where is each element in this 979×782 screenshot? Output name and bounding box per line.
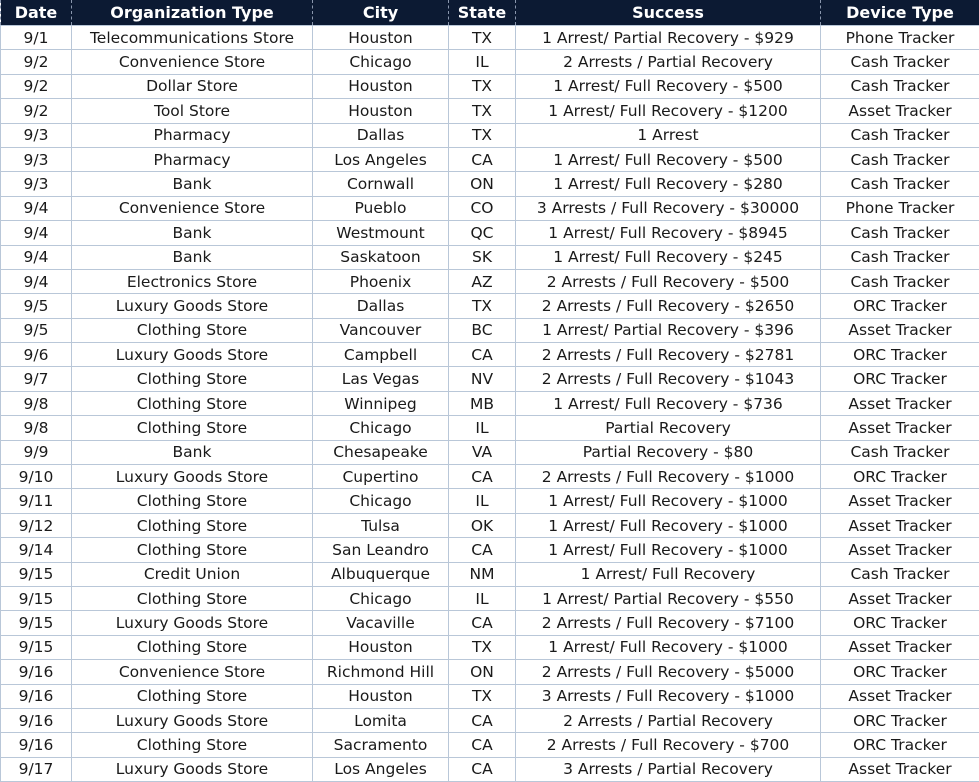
- state-cell: TX: [449, 294, 516, 318]
- state-cell: IL: [449, 50, 516, 74]
- city-cell: Chicago: [313, 416, 449, 440]
- organization-type-cell: Convenience Store: [72, 196, 313, 220]
- date-cell: 9/17: [1, 757, 72, 781]
- success-cell: 1 Arrest/ Full Recovery - $1000: [516, 489, 821, 513]
- organization-type-cell: Clothing Store: [72, 586, 313, 610]
- state-cell: OK: [449, 513, 516, 537]
- date-cell: 9/6: [1, 343, 72, 367]
- device-type-cell: Asset Tracker: [821, 513, 979, 537]
- table-row: [1, 586, 979, 610]
- device-type-cell: ORC Tracker: [821, 733, 979, 757]
- device-type-cell: Asset Tracker: [821, 586, 979, 610]
- state-cell: NV: [449, 367, 516, 391]
- city-cell: Tulsa: [313, 513, 449, 537]
- city-cell: Vacaville: [313, 611, 449, 635]
- state-cell: TX: [449, 684, 516, 708]
- success-cell: 2 Arrests / Full Recovery - $1000: [516, 465, 821, 489]
- state-cell: CA: [449, 147, 516, 171]
- organization-type-cell: Clothing Store: [72, 684, 313, 708]
- header-success: Success: [516, 0, 821, 26]
- organization-type-cell: Luxury Goods Store: [72, 294, 313, 318]
- success-cell: 1 Arrest/ Full Recovery - $736: [516, 391, 821, 415]
- organization-type-cell: Clothing Store: [72, 635, 313, 659]
- state-cell: CA: [449, 465, 516, 489]
- organization-type-cell: Clothing Store: [72, 391, 313, 415]
- date-cell: 9/9: [1, 440, 72, 464]
- state-cell: MB: [449, 391, 516, 415]
- device-type-cell: ORC Tracker: [821, 294, 979, 318]
- date-cell: 9/16: [1, 733, 72, 757]
- table-row: [1, 708, 979, 732]
- device-type-cell: Cash Tracker: [821, 123, 979, 147]
- organization-type-cell: Convenience Store: [72, 50, 313, 74]
- success-cell: 1 Arrest/ Full Recovery - $1000: [516, 513, 821, 537]
- header-state: State: [449, 0, 516, 26]
- device-type-cell: ORC Tracker: [821, 367, 979, 391]
- city-cell: Albuquerque: [313, 562, 449, 586]
- organization-type-cell: Credit Union: [72, 562, 313, 586]
- device-type-cell: Asset Tracker: [821, 489, 979, 513]
- success-cell: Partial Recovery: [516, 416, 821, 440]
- table-row: [1, 172, 979, 196]
- table-row: [1, 757, 979, 781]
- organization-type-cell: Pharmacy: [72, 147, 313, 171]
- date-cell: 9/4: [1, 245, 72, 269]
- device-type-cell: ORC Tracker: [821, 611, 979, 635]
- date-cell: 9/15: [1, 611, 72, 635]
- date-cell: 9/8: [1, 391, 72, 415]
- table-row: [1, 318, 979, 342]
- state-cell: AZ: [449, 269, 516, 293]
- device-type-cell: Asset Tracker: [821, 99, 979, 123]
- table-row: [1, 611, 979, 635]
- header-date: Date: [1, 0, 72, 26]
- success-cell: 2 Arrests / Full Recovery - $700: [516, 733, 821, 757]
- success-cell: 1 Arrest/ Full Recovery - $245: [516, 245, 821, 269]
- organization-type-cell: Clothing Store: [72, 416, 313, 440]
- organization-type-cell: Electronics Store: [72, 269, 313, 293]
- date-cell: 9/2: [1, 99, 72, 123]
- table-row: [1, 635, 979, 659]
- table-row: [1, 269, 979, 293]
- table-row: [1, 221, 979, 245]
- device-type-cell: Cash Tracker: [821, 245, 979, 269]
- city-cell: Saskatoon: [313, 245, 449, 269]
- success-cell: 1 Arrest/ Partial Recovery - $396: [516, 318, 821, 342]
- device-type-cell: ORC Tracker: [821, 465, 979, 489]
- city-cell: Dallas: [313, 294, 449, 318]
- date-cell: 9/3: [1, 147, 72, 171]
- device-type-cell: Asset Tracker: [821, 416, 979, 440]
- city-cell: Cornwall: [313, 172, 449, 196]
- table-row: [1, 26, 979, 50]
- state-cell: CO: [449, 196, 516, 220]
- device-type-cell: Phone Tracker: [821, 26, 979, 50]
- city-cell: Vancouver: [313, 318, 449, 342]
- state-cell: CA: [449, 733, 516, 757]
- organization-type-cell: Telecommunications Store: [72, 26, 313, 50]
- success-cell: 1 Arrest: [516, 123, 821, 147]
- device-type-cell: Asset Tracker: [821, 391, 979, 415]
- date-cell: 9/16: [1, 684, 72, 708]
- success-cell: 1 Arrest/ Partial Recovery - $550: [516, 586, 821, 610]
- date-cell: 9/5: [1, 318, 72, 342]
- table-body: [1, 26, 979, 782]
- date-cell: 9/15: [1, 562, 72, 586]
- success-cell: 1 Arrest/ Full Recovery - $1000: [516, 635, 821, 659]
- organization-type-cell: Bank: [72, 221, 313, 245]
- date-cell: 9/4: [1, 196, 72, 220]
- state-cell: IL: [449, 489, 516, 513]
- state-cell: BC: [449, 318, 516, 342]
- organization-type-cell: Luxury Goods Store: [72, 611, 313, 635]
- organization-type-cell: Luxury Goods Store: [72, 465, 313, 489]
- table-row: [1, 196, 979, 220]
- device-type-cell: Cash Tracker: [821, 74, 979, 98]
- success-cell: 2 Arrests / Partial Recovery: [516, 50, 821, 74]
- device-type-cell: Asset Tracker: [821, 684, 979, 708]
- city-cell: Los Angeles: [313, 757, 449, 781]
- organization-type-cell: Bank: [72, 245, 313, 269]
- table-row: [1, 733, 979, 757]
- city-cell: Chicago: [313, 50, 449, 74]
- table-row: [1, 440, 979, 464]
- city-cell: Los Angeles: [313, 147, 449, 171]
- date-cell: 9/15: [1, 586, 72, 610]
- success-cell: 3 Arrests / Partial Recovery: [516, 757, 821, 781]
- state-cell: CA: [449, 708, 516, 732]
- organization-type-cell: Clothing Store: [72, 367, 313, 391]
- device-type-cell: Cash Tracker: [821, 50, 979, 74]
- table-row: [1, 391, 979, 415]
- success-cell: 1 Arrest/ Full Recovery: [516, 562, 821, 586]
- table-row: [1, 562, 979, 586]
- header-row: [1, 0, 979, 26]
- date-cell: 9/16: [1, 660, 72, 684]
- date-cell: 9/10: [1, 465, 72, 489]
- date-cell: 9/2: [1, 50, 72, 74]
- date-cell: 9/2: [1, 74, 72, 98]
- organization-type-cell: Dollar Store: [72, 74, 313, 98]
- table-row: [1, 245, 979, 269]
- table-row: [1, 123, 979, 147]
- state-cell: NM: [449, 562, 516, 586]
- table-row: [1, 74, 979, 98]
- organization-type-cell: Convenience Store: [72, 660, 313, 684]
- table-row: [1, 513, 979, 537]
- header-device-type: Device Type: [821, 0, 979, 26]
- city-cell: Sacramento: [313, 733, 449, 757]
- device-type-cell: Cash Tracker: [821, 269, 979, 293]
- state-cell: CA: [449, 538, 516, 562]
- city-cell: Las Vegas: [313, 367, 449, 391]
- success-cell: 3 Arrests / Full Recovery - $1000: [516, 684, 821, 708]
- success-cell: 1 Arrest/ Partial Recovery - $929: [516, 26, 821, 50]
- organization-type-cell: Bank: [72, 440, 313, 464]
- state-cell: QC: [449, 221, 516, 245]
- city-cell: Phoenix: [313, 269, 449, 293]
- state-cell: TX: [449, 635, 516, 659]
- device-type-cell: ORC Tracker: [821, 343, 979, 367]
- state-cell: IL: [449, 416, 516, 440]
- state-cell: CA: [449, 611, 516, 635]
- success-cell: 2 Arrests / Full Recovery - $7100: [516, 611, 821, 635]
- device-type-cell: Asset Tracker: [821, 757, 979, 781]
- success-cell: 1 Arrest/ Full Recovery - $280: [516, 172, 821, 196]
- organization-type-cell: Luxury Goods Store: [72, 708, 313, 732]
- success-cell: 1 Arrest/ Full Recovery - $8945: [516, 221, 821, 245]
- state-cell: SK: [449, 245, 516, 269]
- state-cell: IL: [449, 586, 516, 610]
- state-cell: TX: [449, 26, 516, 50]
- date-cell: 9/11: [1, 489, 72, 513]
- success-cell: 2 Arrests / Full Recovery - $500: [516, 269, 821, 293]
- table-row: [1, 538, 979, 562]
- state-cell: CA: [449, 343, 516, 367]
- header-organization-type: Organization Type: [72, 0, 313, 26]
- state-cell: TX: [449, 123, 516, 147]
- date-cell: 9/3: [1, 123, 72, 147]
- organization-type-cell: Clothing Store: [72, 733, 313, 757]
- header-city: City: [313, 0, 449, 26]
- date-cell: 9/16: [1, 708, 72, 732]
- date-cell: 9/8: [1, 416, 72, 440]
- device-type-cell: Asset Tracker: [821, 318, 979, 342]
- organization-type-cell: Clothing Store: [72, 318, 313, 342]
- state-cell: ON: [449, 172, 516, 196]
- state-cell: VA: [449, 440, 516, 464]
- city-cell: Chesapeake: [313, 440, 449, 464]
- city-cell: Houston: [313, 26, 449, 50]
- success-cell: 1 Arrest/ Full Recovery - $500: [516, 147, 821, 171]
- device-type-cell: Phone Tracker: [821, 196, 979, 220]
- organization-type-cell: Luxury Goods Store: [72, 757, 313, 781]
- device-type-cell: Cash Tracker: [821, 221, 979, 245]
- date-cell: 9/12: [1, 513, 72, 537]
- city-cell: Chicago: [313, 489, 449, 513]
- table-header: [1, 0, 979, 26]
- table-row: [1, 416, 979, 440]
- success-cell: 1 Arrest/ Full Recovery - $1000: [516, 538, 821, 562]
- organization-type-cell: Pharmacy: [72, 123, 313, 147]
- organization-type-cell: Clothing Store: [72, 489, 313, 513]
- city-cell: Richmond Hill: [313, 660, 449, 684]
- organization-type-cell: Clothing Store: [72, 513, 313, 537]
- city-cell: Chicago: [313, 586, 449, 610]
- table-row: [1, 147, 979, 171]
- table-row: [1, 50, 979, 74]
- success-cell: 2 Arrests / Full Recovery - $2650: [516, 294, 821, 318]
- date-cell: 9/4: [1, 221, 72, 245]
- city-cell: San Leandro: [313, 538, 449, 562]
- organization-type-cell: Luxury Goods Store: [72, 343, 313, 367]
- table-row: [1, 660, 979, 684]
- device-type-cell: ORC Tracker: [821, 708, 979, 732]
- city-cell: Campbell: [313, 343, 449, 367]
- city-cell: Houston: [313, 635, 449, 659]
- table-row: [1, 684, 979, 708]
- state-cell: TX: [449, 99, 516, 123]
- date-cell: 9/14: [1, 538, 72, 562]
- success-cell: 2 Arrests / Full Recovery - $2781: [516, 343, 821, 367]
- date-cell: 9/5: [1, 294, 72, 318]
- table-row: [1, 489, 979, 513]
- city-cell: Houston: [313, 684, 449, 708]
- success-cell: 1 Arrest/ Full Recovery - $500: [516, 74, 821, 98]
- device-type-cell: Cash Tracker: [821, 147, 979, 171]
- device-type-cell: Asset Tracker: [821, 538, 979, 562]
- city-cell: Westmount: [313, 221, 449, 245]
- table-row: [1, 367, 979, 391]
- success-cell: 1 Arrest/ Full Recovery - $1200: [516, 99, 821, 123]
- success-cell: 2 Arrests / Full Recovery - $5000: [516, 660, 821, 684]
- device-type-cell: Cash Tracker: [821, 172, 979, 196]
- success-cell: 2 Arrests / Full Recovery - $1043: [516, 367, 821, 391]
- city-cell: Winnipeg: [313, 391, 449, 415]
- date-cell: 9/4: [1, 269, 72, 293]
- state-cell: TX: [449, 74, 516, 98]
- table-row: [1, 343, 979, 367]
- success-cell: Partial Recovery - $80: [516, 440, 821, 464]
- city-cell: Pueblo: [313, 196, 449, 220]
- organization-type-cell: Clothing Store: [72, 538, 313, 562]
- date-cell: 9/15: [1, 635, 72, 659]
- device-type-cell: Asset Tracker: [821, 635, 979, 659]
- city-cell: Dallas: [313, 123, 449, 147]
- state-cell: CA: [449, 757, 516, 781]
- city-cell: Houston: [313, 99, 449, 123]
- success-cell: 3 Arrests / Full Recovery - $30000: [516, 196, 821, 220]
- city-cell: Houston: [313, 74, 449, 98]
- date-cell: 9/1: [1, 26, 72, 50]
- device-type-cell: Cash Tracker: [821, 440, 979, 464]
- success-cell: 2 Arrests / Partial Recovery: [516, 708, 821, 732]
- table-row: [1, 465, 979, 489]
- state-cell: ON: [449, 660, 516, 684]
- device-type-cell: Cash Tracker: [821, 562, 979, 586]
- date-cell: 9/7: [1, 367, 72, 391]
- organization-type-cell: Tool Store: [72, 99, 313, 123]
- city-cell: Lomita: [313, 708, 449, 732]
- table-row: [1, 99, 979, 123]
- city-cell: Cupertino: [313, 465, 449, 489]
- table-row: [1, 294, 979, 318]
- device-type-cell: ORC Tracker: [821, 660, 979, 684]
- organization-type-cell: Bank: [72, 172, 313, 196]
- date-cell: 9/3: [1, 172, 72, 196]
